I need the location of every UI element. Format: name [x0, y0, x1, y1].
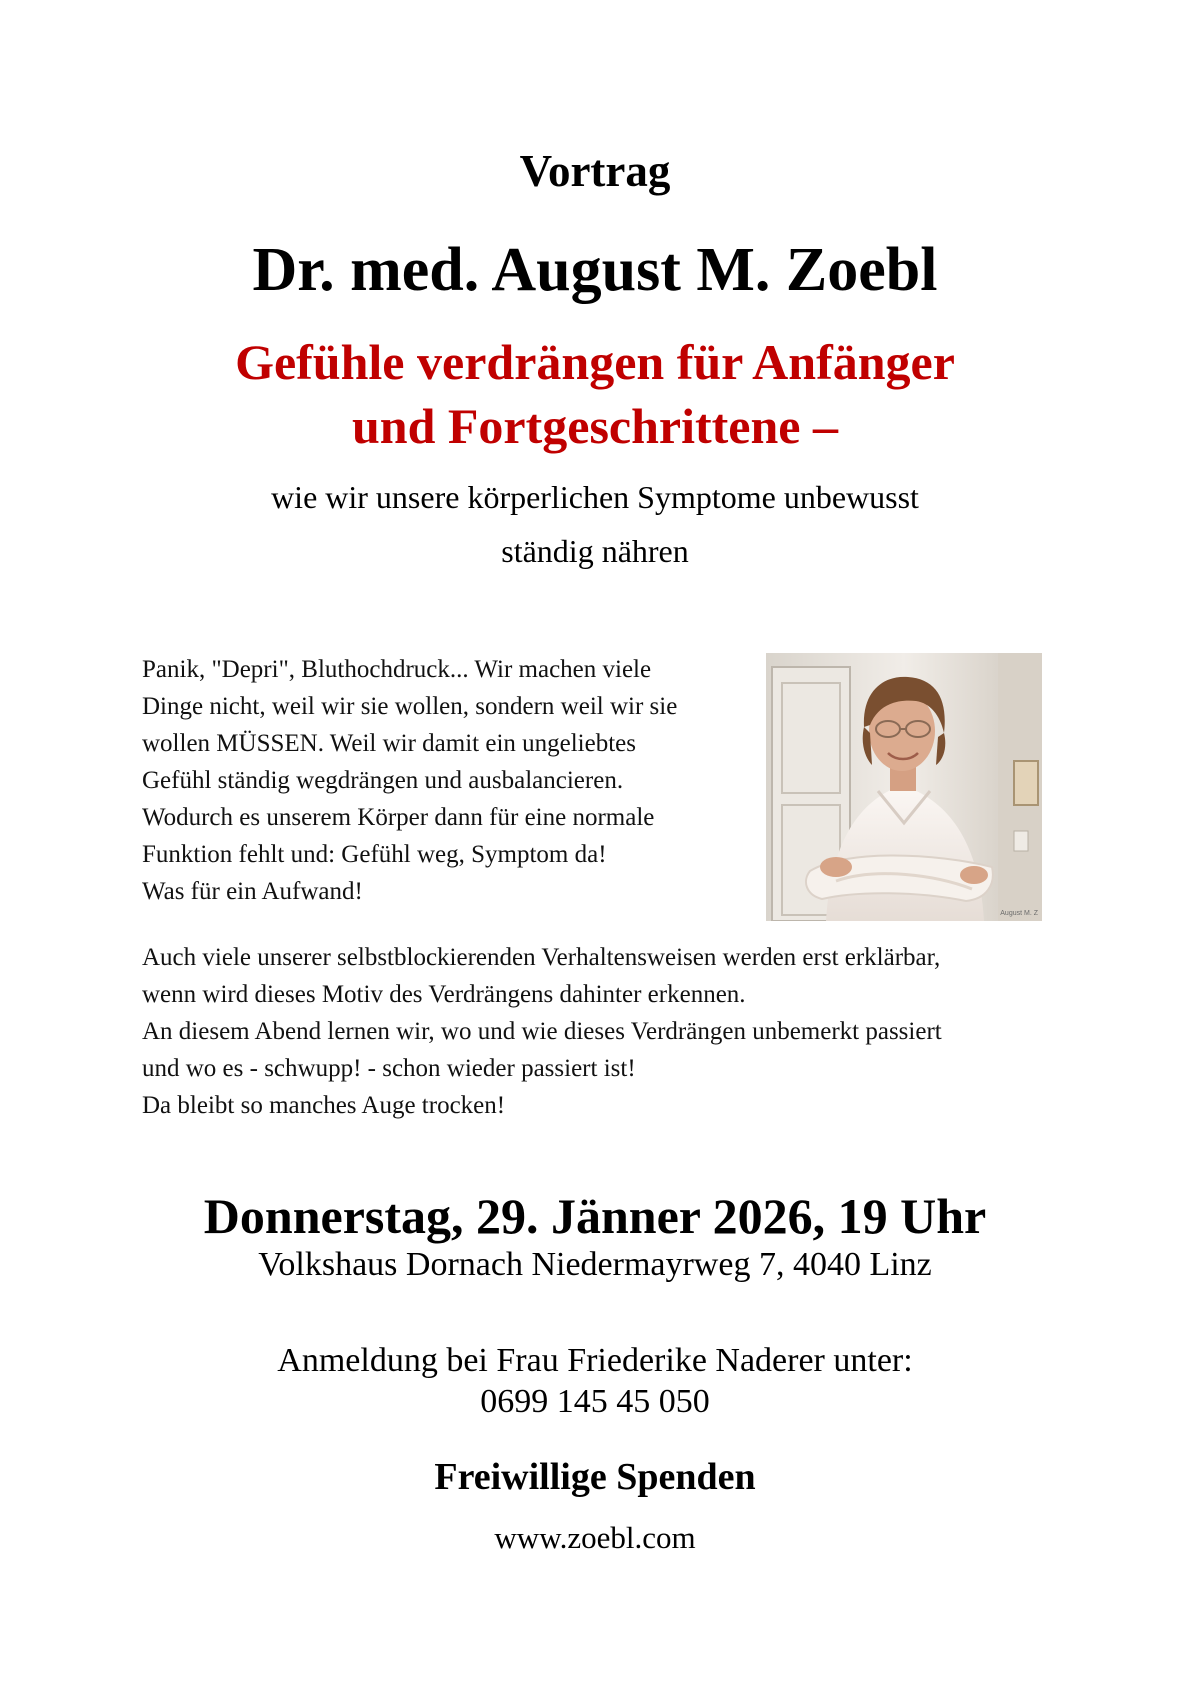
intro-line: Dinge nicht, weil wir sie wollen, sondern weil wir sie	[142, 693, 678, 720]
description-line: wenn wird dieses Motiv des Verdrängens dahinter erkennen.	[142, 981, 746, 1008]
intro-line: Gefühl ständig wegdrängen und ausbalancieren.	[142, 767, 624, 794]
intro-line: wollen MÜSSEN. Weil wir damit ein ungeliebtes	[142, 730, 636, 757]
intro-line: Was für ein Aufwand!	[142, 878, 363, 905]
event-type-heading: Vortrag	[519, 146, 671, 196]
lecture-title-line: Gefühle verdrängen für Anfänger	[235, 334, 955, 390]
intro-paragraph	[142, 651, 752, 910]
lecture-subtitle-line: ständig nähren	[501, 533, 689, 569]
event-date: Donnerstag, 29. Jänner 2026, 19 Uhr	[203, 1188, 987, 1244]
lecture-title	[0, 330, 1190, 458]
photo-credit-text: August M. Z	[1000, 910, 1038, 917]
lecture-subtitle-line: wie wir unsere körperlichen Symptome unbewusst	[271, 479, 919, 515]
event-venue: Volkshaus Dornach Niedermayrweg 7, 4040 Linz	[258, 1246, 932, 1283]
registration-phone: 0699 145 45 050	[480, 1383, 710, 1420]
registration-text: Anmeldung bei Frau Friederike Naderer unter:	[277, 1342, 913, 1379]
description-line: An diesem Abend lernen wir, wo und wie dieses Verdrängen unbemerkt passiert	[142, 1018, 942, 1045]
donation-note: Freiwillige Spenden	[434, 1456, 756, 1498]
speaker-portrait-photo	[766, 653, 1042, 921]
description-line: und wo es - schwupp! - schon wieder passiert ist!	[142, 1055, 636, 1082]
intro-line: Panik, "Depri", Bluthochdruck... Wir machen viele	[142, 656, 652, 683]
description-line: Da bleibt so manches Auge trocken!	[142, 1092, 506, 1119]
intro-line: Funktion fehlt und: Gefühl weg, Symptom da!	[142, 841, 607, 868]
lecture-subtitle	[0, 470, 1190, 578]
website-link[interactable]: www.zoebl.com	[494, 1520, 696, 1555]
speaker-name: Dr. med. August M. Zoebl	[252, 236, 938, 304]
description-paragraph	[142, 939, 1062, 1124]
description-line: Auch viele unserer selbstblockierenden Verhaltensweisen werden erst erklärbar,	[142, 944, 941, 971]
intro-line: Wodurch es unserem Körper dann für eine normale	[142, 804, 655, 831]
lecture-title-line: und Fortgeschrittene –	[351, 398, 839, 454]
